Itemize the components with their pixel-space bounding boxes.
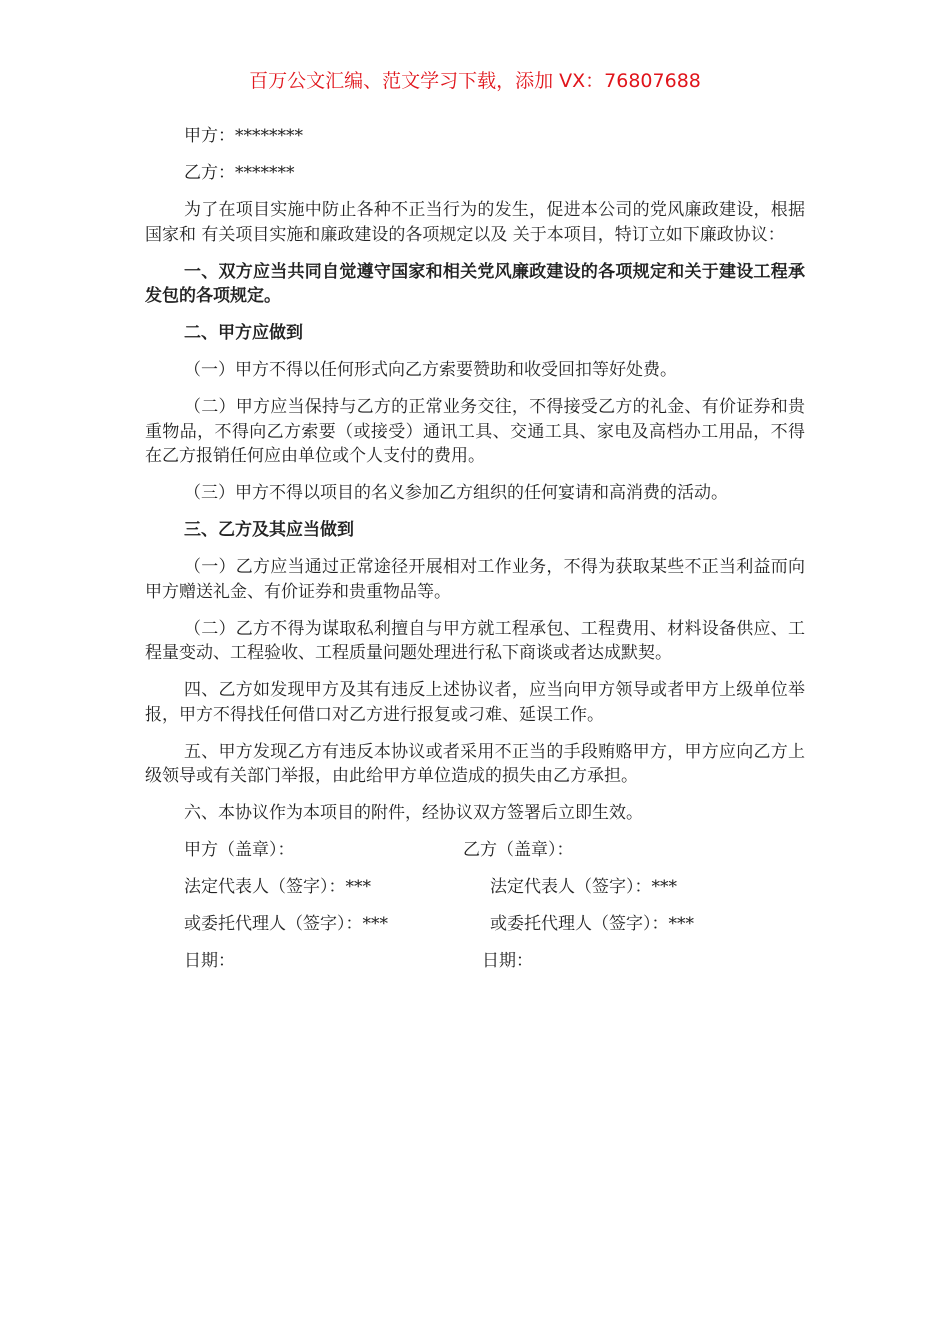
signature-seal-row [145, 838, 805, 863]
signature-agent-row [145, 912, 805, 937]
section-1: 一、双方应当共同自觉遵守国家和相关党风廉政建设的各项规定和关于建设工程承发包的各项规定。 [145, 261, 805, 306]
party-a-date: 日期： [184, 951, 235, 971]
party-b-legal-rep: 法定代表人（签字）：*** [490, 877, 677, 897]
section-6: 六、本协议作为本项目的附件，经协议双方签署后立即生效。 [184, 803, 643, 823]
watermark-banner: 百万公文汇编、范文学习下载，添加 VX：76807688 [249, 70, 701, 92]
party-b-date: 日期： [482, 951, 533, 971]
party-b-seal: 乙方（盖章）： [463, 840, 574, 860]
section-5: 五、甲方发现乙方有违反本协议或者采用不正当的手段贿赂甲方，甲方应向乙方上级领导或有关部门举报，由此给甲方单位造成的损失由乙方承担。 [145, 741, 805, 786]
section-3-heading: 三、乙方及其应当做到 [184, 520, 354, 540]
signature-date-row [145, 949, 805, 974]
party-b-line: 乙方：******* [184, 163, 295, 183]
party-a-agent: 或委托代理人（签字）：*** [184, 914, 388, 934]
intro-paragraph: 为了在项目实施中防止各种不正当行为的发生，促进本公司的党风廉政建设，根据国家和 有关项目实施和廉政建设的各项规定以及 关于本项目，特订立如下廉政协议： [145, 200, 805, 245]
signature-legal-rep-row [145, 875, 805, 900]
agreement-body [145, 124, 805, 986]
section-3-item-2: （二）乙方不得为谋取私利擅自与甲方就工程承包、工程费用、材料设备供应、工程量变动、工程验收、工程质量问题处理进行私下商谈或者达成默契。 [145, 618, 805, 663]
party-b-agent: 或委托代理人（签字）：*** [490, 914, 694, 934]
section-2-item-1: （一）甲方不得以任何形式向乙方索要赞助和收受回扣等好处费。 [184, 360, 677, 380]
party-a-line: 甲方：******** [184, 126, 303, 146]
section-2-item-2: （二）甲方应当保持与乙方的正常业务交往，不得接受乙方的礼金、有价证券和贵重物品，不得向乙方索要（或接受）通讯工具、交通工具、家电及高档办工用品，不得在乙方报销任何应由单位或个人支付的费用。 [145, 397, 805, 466]
section-2-item-3: （三）甲方不得以项目的名义参加乙方组织的任何宴请和高消费的活动。 [184, 483, 728, 503]
section-3-item-1: （一）乙方应当通过正常途径开展相对工作业务，不得为获取某些不正当利益而向甲方赠送礼金、有价证券和贵重物品等。 [145, 557, 805, 602]
party-a-legal-rep: 法定代表人（签字）：*** [184, 877, 371, 897]
section-2-heading: 二、甲方应做到 [184, 323, 303, 343]
section-4: 四、乙方如发现甲方及其有违反上述协议者，应当向甲方领导或者甲方上级单位举报，甲方不得找任何借口对乙方进行报复或刁难、延误工作。 [145, 680, 805, 725]
party-a-seal: 甲方（盖章）： [184, 840, 295, 860]
